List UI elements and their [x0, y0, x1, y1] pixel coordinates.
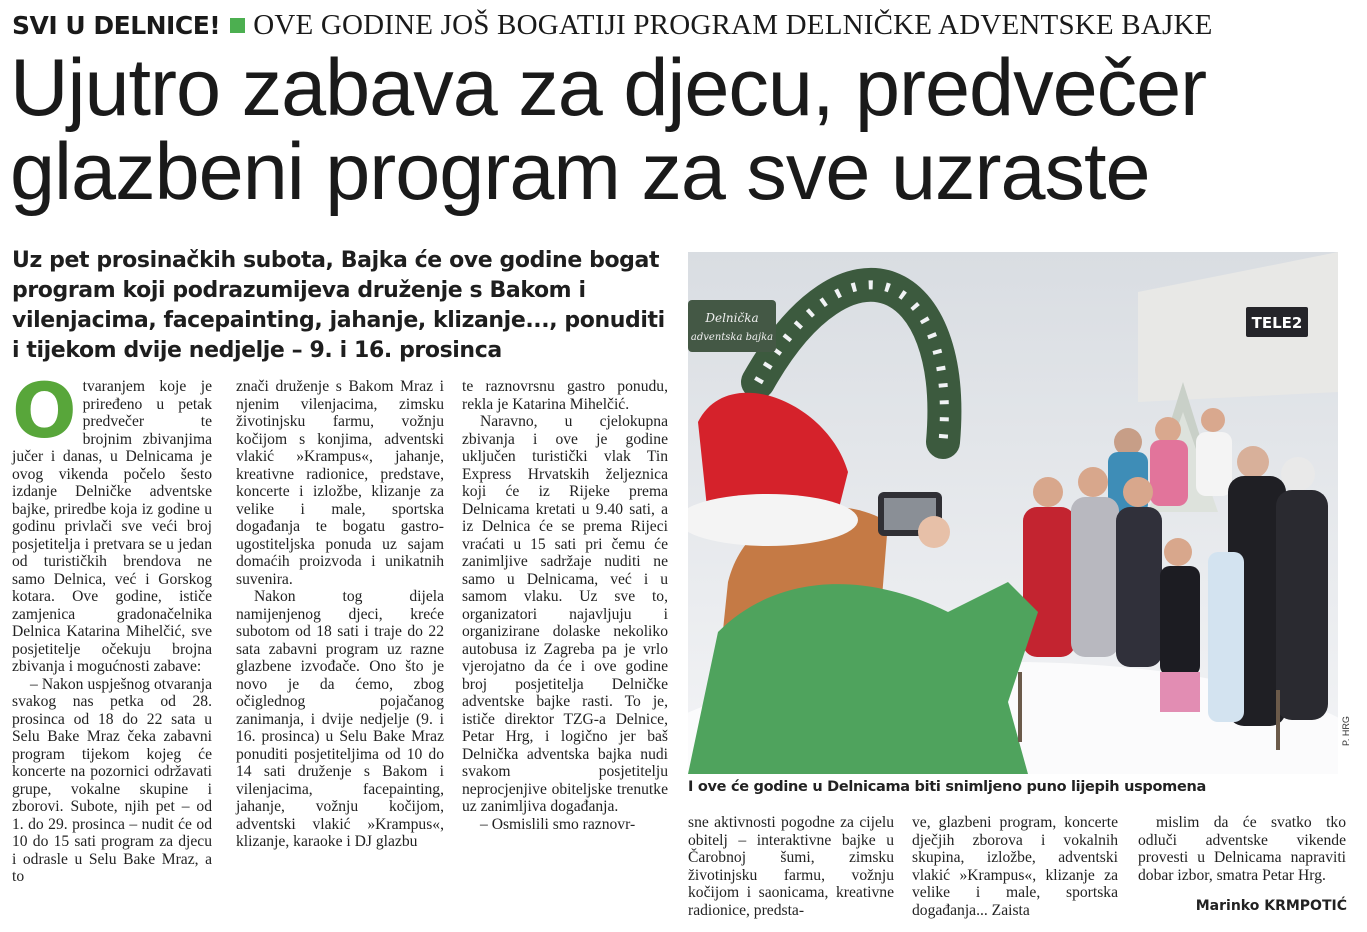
- article-column-6: [1138, 814, 1346, 884]
- author-last-name: KRMPOTIĆ: [1264, 898, 1347, 914]
- article-column-3: [462, 378, 668, 833]
- photo-illustration: [688, 252, 1338, 774]
- article-paragraph: mislim da će svatko tko odluči adventske vikende provesti u Delnicama napraviti dobar izbor, smatra Petar Hrg.: [1138, 814, 1346, 884]
- lead-paragraph: Uz pet prosinačkih subota, Bajka će ove godine bogat program koji podrazumijeva druženje s Bakom i vilenjacima, facepainting, jahanje, klizanje..., ponuditi i tijekom dvije nedjelje – 9. i 16. prosinca: [12, 248, 665, 363]
- author-first-name: Marinko: [1195, 898, 1260, 914]
- article-paragraph: te raznovrsnu gastro ponudu, rekla je Katarina Mihelčić.: [462, 378, 668, 413]
- article-paragraph: – Osmislili smo raznovr-: [480, 815, 636, 833]
- kicker-text: OVE GODINE JOŠ BOGATIJI PROGRAM DELNIČKE ADVENTSKE BAJKE: [253, 8, 1213, 41]
- article-paragraph: znači druženje s Bakom Mraz i njenim vilenjacima, zimsku životinjsku farmu, vožnju kočijom s konjima, adventski vlakić »Krampus«, jahanje, kreativne radionice, predstave, koncerte i izložbe, klizanje za velike i male, sportska događanja te bogatu gastro-ugostiteljska ponuda uz sajam domaćih proizvoda i unikatnih suvenira.: [236, 378, 444, 588]
- byline: [1196, 898, 1347, 914]
- article-text: tvaranjem koje je priređeno u petak predvečer te brojnim zbivanjima jučer i danas, u Delnicama je ovog vikenda počelo šesto izdanje Delničke adventske bajke, priredbe koja iz godine u godinu privlači sve veći broj posjetitelja i pretvara se u jedan od turističkih brendova ne samo Delnica, već i Gorskog kotara. Ove godine, ističe zamjenica gradonačelnika Delnica Katarina Mihelčić, sve posjetitelje očekuju brojna zbivanja i mogućnosti zabave:: [12, 378, 212, 675]
- sign-board: [688, 300, 776, 352]
- article-paragraph: ve, glazbeni program, koncerte dječjih zborova i vokalnih skupina, izložbe, adventski vlakić »Krampus«, klizanje za velike i male, sportska događanja... Zaista: [912, 814, 1118, 919]
- article-column-4: [688, 814, 894, 919]
- headline: [10, 43, 1360, 217]
- tele2-brand: TELE2: [1251, 314, 1303, 332]
- article-column-1: [12, 366, 212, 886]
- article-column-5: [912, 814, 1118, 919]
- article-paragraph: Nakon tog dijela namijenjenog djeci, kreće subotom od 18 sati i traje do 22 sata zabavni program uz razne glazbene izvođače. Ono što je novo je da ćemo, zbog očiglednog pojačanog zanimanja, i dvije nedjelje (9. i 16. prosinca) u Selu Bake Mraz ponuditi posjetiteljima od 10 do 14 sati druženje s Bakom i vilenjacima, facepainting, jahanje, vožnju kočijom, adventski vlakić »Krampus«, klizanje, karaoke i DJ glazbu: [236, 588, 444, 850]
- sign-text-line-1: Delnička: [705, 311, 759, 325]
- photo-caption: I ove će godine u Delnicama biti snimljeno puno lijepih uspomena: [688, 779, 1207, 795]
- article-paragraph: – Nakon uspješnog otvaranja svakog nas petka od 28. prosinca od 18 do 22 sata u Selu Bake Mraz čeka zabavni program tijekom kojeg će koncerte na pozornici održavati grupe, vokalne skupine i zborovi. Subote, njih pet – od 1. do 29. prosinca – nudit će od 10 do 15 sati program za djecu i odrasle u Selu Bake Mraz, a to: [12, 675, 212, 885]
- article-paragraph: sne aktivnosti pogodne za cijelu obitelj – interaktivne bajke u Čarobnoj šumi, zimsku životinjsku farmu, vožnju kočijom i saonicama, kreativne radionice, predsta-: [688, 814, 894, 919]
- article-paragraph: Naravno, u cjelokupna zbivanja i ove je godine uključen turistički vlak Tin Express Hrvatskih željeznica koji će iz Rijeke prema Delnicama kretati u 9.40 sati, a iz Delnica će se prema Rijeci vraćati u 15 sati pri čemu će zanimljive sadržaje nuditi ne samo u Delnicama, već i u samom vlaku. Uz sve to, organizatori najavljuju i organizirane dolaske nekoliko autobusa iz Zagreba pa je vrlo vjerojatno da će i ove godine broj posjetitelja Delničke adventske bajke rasti. To je, ističe direktor TZG-a Delnice, Petar Hrg, i logično jer baš Delnička adventska bajka nudi svakom posjetitelju neprocjenjive obiteljske trenutke uz zanimljiva događanja.: [462, 413, 668, 815]
- kicker: [12, 6, 1213, 44]
- drop-cap: O: [12, 366, 77, 455]
- article-paragraph: [12, 366, 212, 676]
- sign-text-line-2: adventska bajka: [690, 332, 774, 343]
- headline-line-1: Ujutro zabava za djecu, predvečer: [10, 43, 1207, 133]
- green-square-bullet-icon: [230, 18, 245, 33]
- article-column-2: [236, 378, 444, 851]
- article-photo: [688, 252, 1338, 774]
- photo-credit: P. HRG: [1341, 716, 1351, 746]
- kicker-label: SVI U DELNICE!: [12, 10, 221, 40]
- headline-line-2: glazbeni program za sve uzraste: [10, 127, 1150, 217]
